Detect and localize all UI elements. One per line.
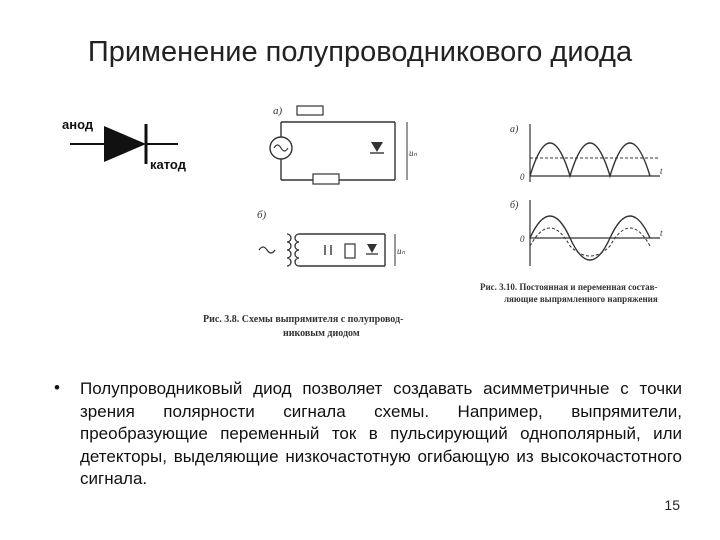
fig310-label-a: а) [510,124,519,135]
bullet-marker: • [54,378,60,397]
bullet-text: Полупроводниковый диод позволяет создавать асимметричные с точки зрения полярности сигнала схемы. Например, выпрямители, преобразующие переменный ток в пульсирующий однополярный, или детекторы, выделяющие низкочастотную огибающую из высокочастотного сигнала. [80,379,682,488]
page-number: 15 [664,497,680,513]
slide-title: Применение полупроводникового диода [87,36,633,68]
anode-label: анод [62,117,94,132]
svg-text:uₙ: uₙ [409,148,418,158]
rectifier-circuits-figure [195,100,485,350]
svg-text:t: t [660,228,663,238]
fig38-label-b: б) [257,209,267,221]
svg-text:0: 0 [520,234,525,244]
cathode-label: катод [150,157,186,172]
fig38-caption-line1: Рис. 3.8. Схемы выпрямителя с полупровод- [203,314,404,325]
svg-text:uₙ: uₙ [397,246,406,256]
fig38-caption-line2: никовым диодом [283,328,360,339]
rectified-voltage-waveforms-figure [478,118,700,308]
fig310-caption-line2: ляющие выпрямленного напряжения [504,294,658,304]
svg-text:0: 0 [520,172,525,182]
fig310-caption-line1: Рис. 3.10. Постоянная и переменная состав- [480,282,658,292]
bullet-item [54,378,682,491]
fig310-label-b: б) [510,200,519,211]
svg-text:t: t [660,166,663,176]
fig38-label-a: а) [273,105,283,117]
